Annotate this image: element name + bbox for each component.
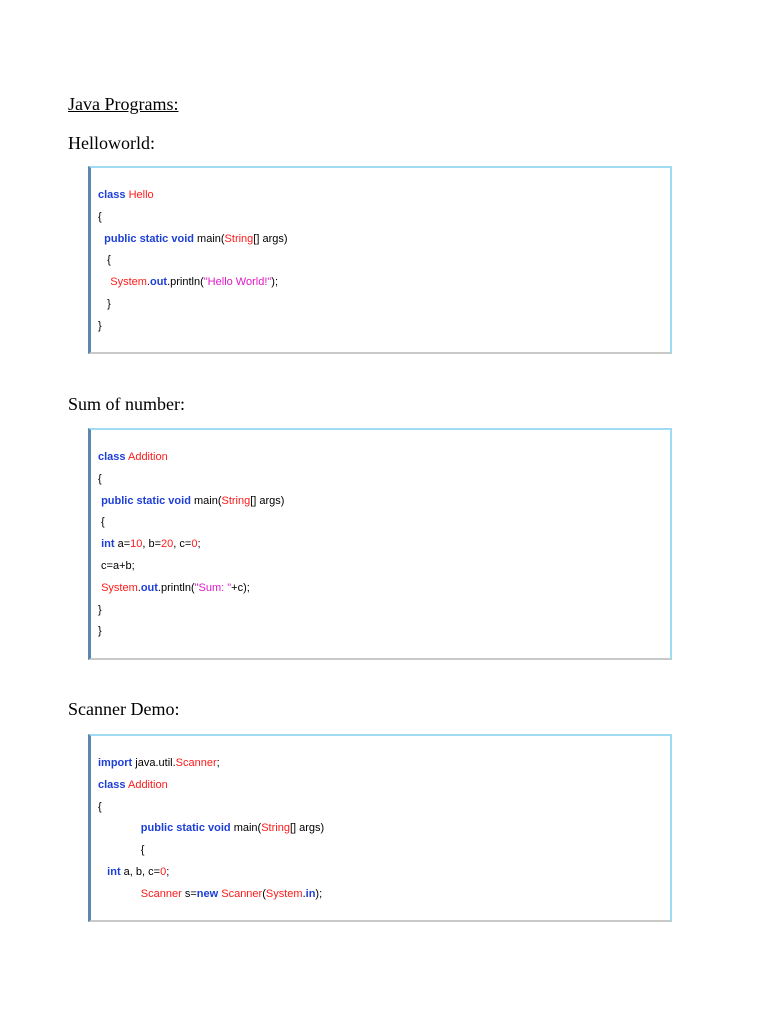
code-line bbox=[98, 621, 284, 643]
code-token: import bbox=[98, 757, 133, 769]
code-token: .println( bbox=[157, 581, 195, 594]
code-token: } bbox=[98, 297, 111, 310]
code-token: class bbox=[98, 451, 126, 463]
code-token: java.util. bbox=[132, 757, 176, 769]
code-token: String bbox=[224, 232, 254, 245]
code-line bbox=[98, 840, 324, 862]
code-line bbox=[98, 797, 324, 819]
code-line bbox=[98, 884, 324, 906]
code-line bbox=[98, 294, 288, 316]
code-token: class bbox=[98, 189, 126, 201]
code-token: , b= bbox=[142, 538, 162, 551]
code-token: out bbox=[149, 276, 168, 289]
code-token: 10 bbox=[130, 538, 143, 551]
code-token: "Hello World!" bbox=[203, 276, 272, 289]
section-heading-scanner-demo: Scanner Demo: bbox=[68, 699, 180, 719]
code-token: } bbox=[98, 603, 102, 616]
code-token: class bbox=[98, 778, 126, 791]
code-token: main( bbox=[193, 232, 225, 245]
code-line bbox=[98, 447, 284, 469]
code-token: ; bbox=[166, 865, 170, 878]
code-token: ); bbox=[271, 276, 279, 289]
code-token: main( bbox=[190, 494, 222, 507]
code-token: . bbox=[302, 887, 306, 900]
code-block-scanner-demo bbox=[88, 734, 672, 922]
code-token: { bbox=[98, 516, 105, 529]
code-line bbox=[98, 862, 324, 884]
code-line bbox=[98, 316, 288, 338]
code-token: System bbox=[101, 581, 138, 594]
code-token: int bbox=[107, 865, 121, 878]
code-token: String bbox=[221, 494, 251, 507]
code-token: ( bbox=[262, 887, 266, 900]
code-token: Hello bbox=[128, 189, 154, 201]
code-token: public static void bbox=[104, 232, 194, 245]
code-token: public static void bbox=[101, 494, 191, 507]
code-line bbox=[98, 491, 284, 513]
code-line bbox=[98, 818, 324, 840]
code-token: int bbox=[101, 538, 115, 551]
code-token: public static void bbox=[140, 822, 231, 835]
code-token: Scanner bbox=[221, 887, 263, 900]
code-line bbox=[98, 600, 284, 622]
code-token: main( bbox=[230, 822, 262, 835]
page-title: Java Programs: bbox=[68, 94, 179, 114]
code-token: Addition bbox=[127, 778, 168, 791]
code-lines bbox=[98, 753, 324, 906]
code-lines bbox=[98, 185, 288, 338]
code-token: { bbox=[98, 254, 111, 267]
code-token: [] args) bbox=[253, 232, 288, 245]
code-line bbox=[98, 556, 284, 578]
code-token: in bbox=[305, 887, 316, 900]
code-token: , c= bbox=[173, 538, 192, 551]
code-token: [] args) bbox=[289, 822, 325, 835]
code-token bbox=[98, 866, 107, 878]
code-token: 0 bbox=[160, 865, 167, 878]
code-token bbox=[98, 888, 141, 900]
code-token: System bbox=[265, 887, 303, 900]
code-token: { bbox=[98, 472, 102, 485]
code-token: [] args) bbox=[250, 494, 285, 507]
code-token: c=a+b; bbox=[98, 559, 135, 572]
code-token bbox=[98, 276, 110, 288]
code-token: 0 bbox=[191, 538, 198, 551]
code-line bbox=[98, 229, 288, 251]
code-token: String bbox=[261, 822, 290, 835]
code-line bbox=[98, 185, 288, 207]
code-token: { bbox=[98, 210, 102, 223]
code-token: { bbox=[98, 844, 145, 857]
code-token: .println( bbox=[167, 276, 204, 289]
code-line bbox=[98, 250, 288, 272]
section-heading-helloworld: Helloworld: bbox=[68, 133, 155, 153]
code-token: ); bbox=[315, 887, 323, 900]
code-token: "Sum: " bbox=[194, 581, 232, 594]
code-lines bbox=[98, 447, 284, 643]
code-token bbox=[98, 822, 141, 834]
code-line bbox=[98, 512, 284, 534]
code-token: +c); bbox=[231, 581, 250, 594]
code-line bbox=[98, 207, 288, 229]
code-line bbox=[98, 272, 288, 294]
code-line bbox=[98, 775, 324, 797]
code-token: System bbox=[110, 276, 147, 289]
code-line bbox=[98, 469, 284, 491]
code-token: . bbox=[146, 276, 150, 289]
code-token: Scanner bbox=[140, 887, 182, 900]
code-token: new bbox=[196, 887, 219, 900]
code-token: Scanner bbox=[175, 757, 217, 769]
code-token: a= bbox=[114, 538, 131, 551]
section-heading-sum-of-number: Sum of number: bbox=[68, 394, 185, 414]
code-token: { bbox=[98, 800, 102, 813]
code-token: . bbox=[137, 581, 141, 594]
code-token: } bbox=[98, 625, 102, 638]
code-token: Addition bbox=[127, 451, 168, 463]
code-token: s= bbox=[181, 887, 197, 900]
code-block-helloworld bbox=[88, 166, 672, 354]
code-block-sum-of-number bbox=[88, 428, 672, 660]
code-token: out bbox=[140, 581, 158, 594]
code-line bbox=[98, 578, 284, 600]
code-token: ; bbox=[216, 757, 220, 769]
code-token: } bbox=[98, 319, 102, 332]
code-token: a, b, c= bbox=[120, 865, 161, 878]
code-line bbox=[98, 534, 284, 556]
code-token: 20 bbox=[161, 538, 174, 551]
code-line bbox=[98, 753, 324, 775]
code-token: ; bbox=[197, 538, 201, 551]
